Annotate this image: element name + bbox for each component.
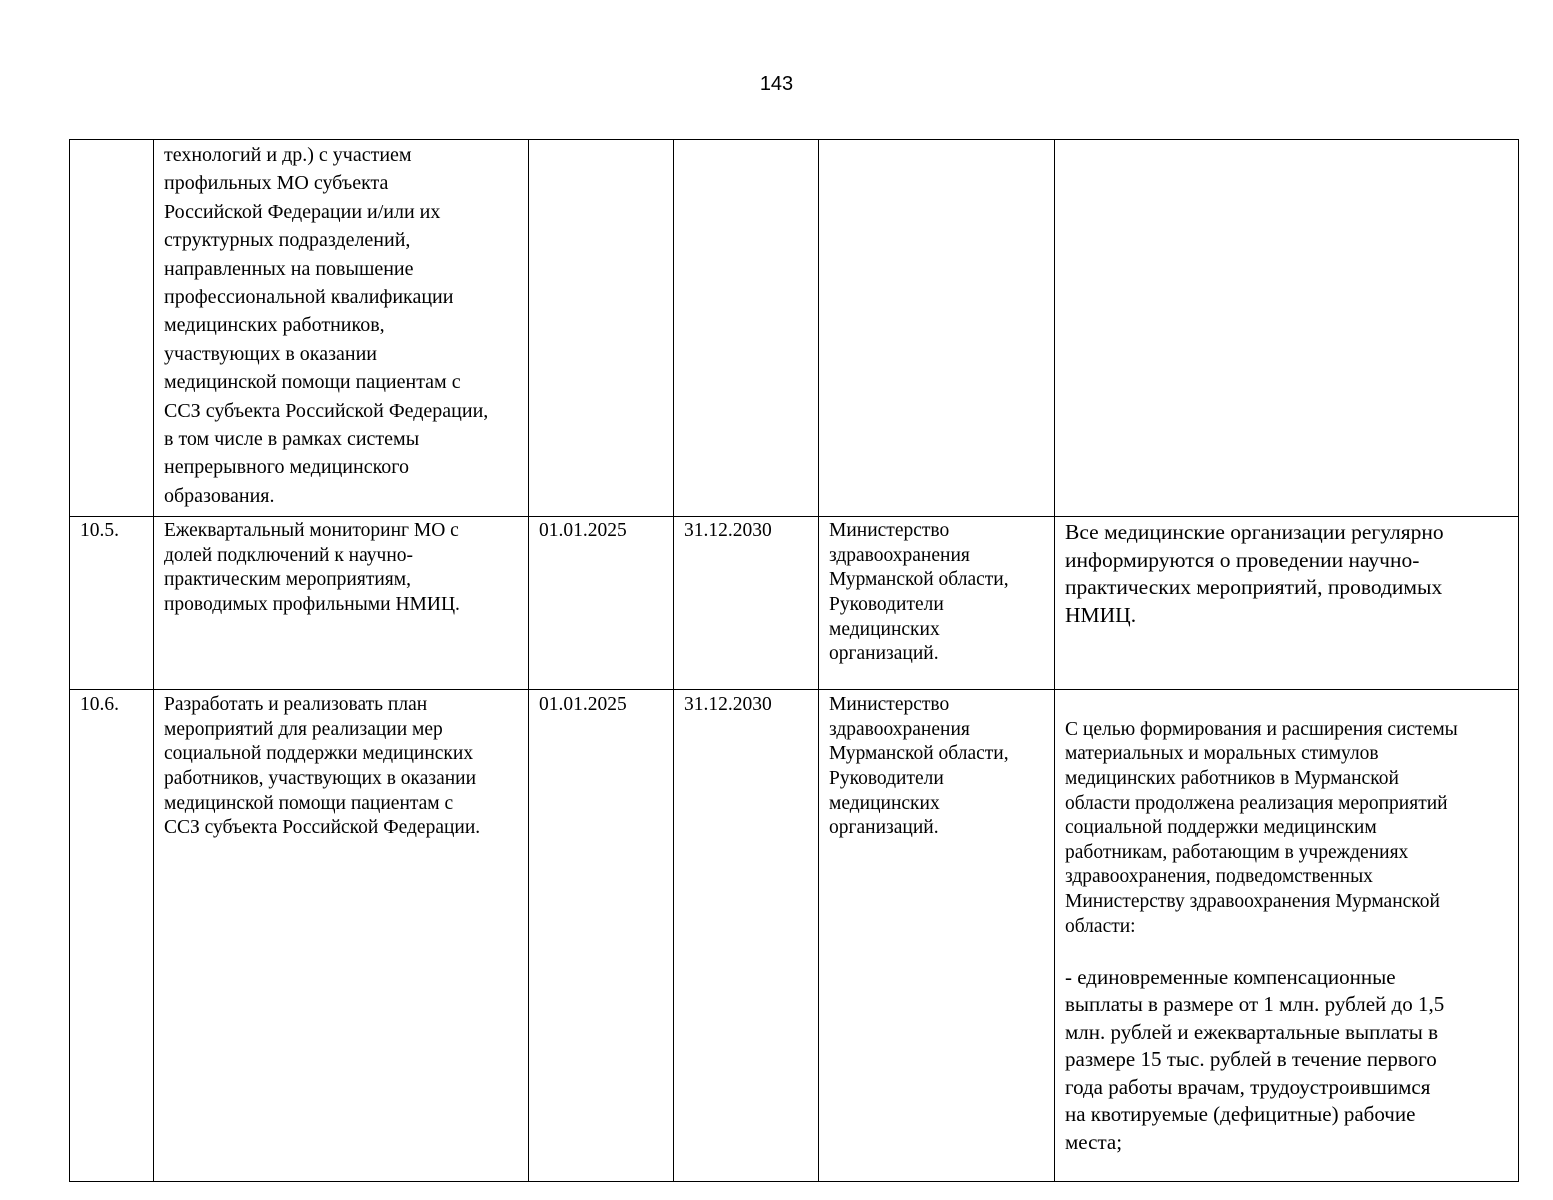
result-text-list-item: - единовременные компенсационные выплаты в размере от 1 млн. рублей до 1,5 млн. рублей и ежеквартальные выплаты в размере 15 тыс. рублей в течение первого года работы врачам, трудоустроившимся на квотируемые (дефицитные) рабочие места;: [1065, 964, 1445, 1154]
result-cell: [1055, 140, 1519, 517]
responsible-cell: Министерство здравоохранения Мурманской области, Руководители медицинских организаций.: [819, 690, 1055, 1182]
responsible-cell: [819, 140, 1055, 517]
responsible-cell: Министерство здравоохранения Мурманской области, Руководители медицинских организаций.: [819, 517, 1055, 690]
row-number-cell: 10.5.: [70, 517, 154, 690]
result-cell: [1055, 690, 1519, 1182]
measures-table: [69, 139, 1519, 1182]
table-row: [70, 517, 1519, 690]
end-date-cell: 31.12.2030: [674, 690, 819, 1182]
activity-cell: Ежеквартальный мониторинг МО с долей подключений к научно- практическим мероприятиям, проводимых профильными НМИЦ.: [154, 517, 529, 690]
activity-cell: технологий и др.) с участием профильных МО субъекта Российской Федерации и/или их структурных подразделений, направленных на повышение профессиональной квалификации медицинских работников, участвующих в оказании медицинской помощи пациентам с ССЗ субъекта Российской Федерации, в том числе в рамках системы непрерывного медицинского образования.: [154, 140, 529, 517]
result-cell: Все медицинские организации регулярно информируются о проведении научно- практических мероприятий, проводимых НМИЦ.: [1055, 517, 1519, 690]
end-date-cell: [674, 140, 819, 517]
row-number-cell: [70, 140, 154, 517]
page-number: 143: [759, 73, 794, 95]
activity-cell: Разработать и реализовать план мероприятий для реализации мер социальной поддержки медицинских работников, участвующих в оказании медицинской помощи пациентам с ССЗ субъекта Российской Федерации.: [154, 690, 529, 1182]
start-date-cell: [529, 140, 674, 517]
table-row: [70, 690, 1519, 1182]
row-number-cell: 10.6.: [70, 690, 154, 1182]
end-date-cell: 31.12.2030: [674, 517, 819, 690]
start-date-cell: 01.01.2025: [529, 690, 674, 1182]
start-date-cell: 01.01.2025: [529, 517, 674, 690]
result-text-intro: С целью формирования и расширения системы материальных и моральных стимулов медицинских работников в Мурманской области продолжена реализация мероприятий социальной поддержки медицинским работникам, работающим в учреждениях здравоохранения, подведомственных Министерству здравоохранения Мурманской области:: [1065, 718, 1458, 937]
table-row: [70, 140, 1519, 517]
